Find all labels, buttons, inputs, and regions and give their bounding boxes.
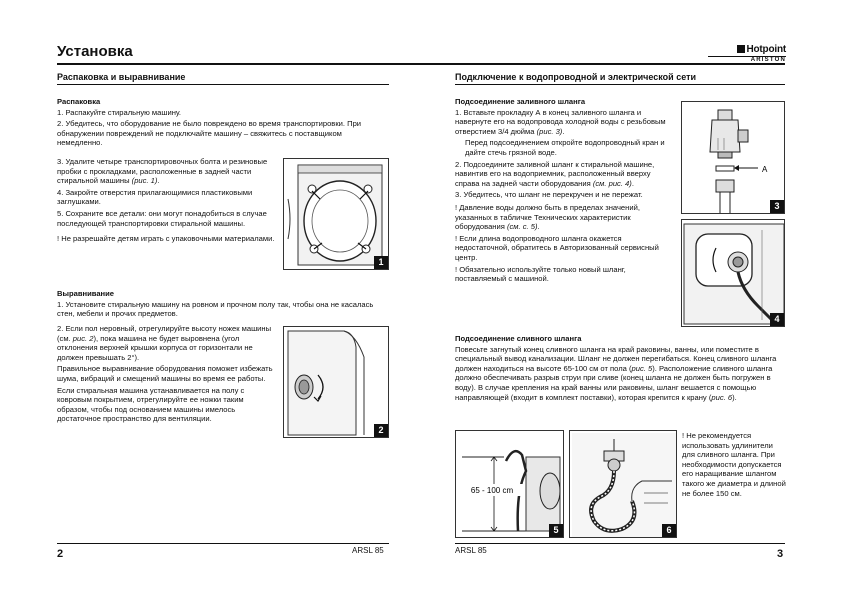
inlet-p3: 3. Убедитесь, что шланг не перекручен и не пережат. xyxy=(455,190,643,200)
page-title: Установка xyxy=(57,43,133,60)
model-left: ARSL 85 xyxy=(352,546,384,555)
leveling-title: Выравнивание xyxy=(57,289,115,298)
unpacking-warning: ! Не разрешайте детям играть с упаковочными материалами. xyxy=(57,234,275,244)
unpacking-block-2 xyxy=(57,157,277,246)
figure-2-number: 2 xyxy=(374,424,388,437)
drain-note: ! Не рекомендуется использовать удлинители для сливного шланга. При необходимости допускается его наращивание шлангом такого же диаметра и длиной не более 150 см. xyxy=(682,431,786,498)
figure-3-drawing xyxy=(682,102,785,214)
unpacking-p3: 3. Удалите четыре транспортировочных болта и резиновые пробки с прокладками, расположенные в задней части стиральной машины (рис. 1). xyxy=(57,157,268,186)
unpacking-title: Распаковка xyxy=(57,97,101,106)
page-number-left: 2 xyxy=(57,548,64,560)
left-footer-rule xyxy=(57,543,389,544)
figure-1-drawing xyxy=(284,159,389,270)
logo-sub: ARISTON xyxy=(708,56,786,63)
figure-2-drawing xyxy=(284,327,389,438)
inlet-title: Подсоединение заливного шланга xyxy=(455,97,586,106)
leveling-p4: Если стиральная машина устанавливается на полу с ковровым покрытием, отрегулируйте ее ножки таким образом, чтобы под основанием машины имелось достаточное пространство для вентиляции. xyxy=(57,385,245,424)
drain-title: Подсоединение сливного шланга xyxy=(455,334,582,343)
leveling-p3: Правильное выравнивание оборудования поможет избежать шума, вибраций и смещений машины во время ее работы. xyxy=(57,364,273,383)
drain-p1: Повесьте загнутый конец сливного шланга на край раковины, ванны, или поместите в специальный вывод канализации. Шланг не должен перегибаться. Конец сливного шланга должен находиться на высоте 65-100 см от пола (рис. 5). Расположение сливного шланга должно обеспечивать разрыв струи при сливе (конец шланга не должен быть погружен в воду). В случае крепления на край ванны или раковины, шланг вешается с помощью направляющей (входит в комплект поставки), которая крепится к крану (рис. 6). xyxy=(455,344,777,402)
unpacking-p4: 4. Закройте отверстия прилагающимися пластиковыми заглушками. xyxy=(57,187,253,207)
figure-4 xyxy=(681,219,785,327)
left-section-rule xyxy=(57,84,389,85)
left-section-title: Распаковка и выравнивание xyxy=(57,72,186,82)
figure-3-label: A xyxy=(762,165,768,174)
logo-brand: Hotpoint xyxy=(746,44,786,55)
inlet-p1c: Перед подсоединением откройте водопроводный кран и дайте стечь грязной воде. xyxy=(465,138,665,157)
unpacking-block xyxy=(57,92,387,150)
leveling-p2: 2. Если пол неровный, отрегулируйте высоту ножек машины (см. рис. 2), пока машина не будет выровнена (угол отклонения верхней крышки корпуса от горизонтали не должен превышать 2°). xyxy=(57,324,272,362)
figure-1 xyxy=(283,158,389,270)
figure-6 xyxy=(569,430,677,538)
right-footer-rule xyxy=(455,543,785,544)
figure-6-drawing xyxy=(570,431,677,538)
inlet-warning-2: ! Если длина водопроводного шланга окажется недостаточной, обратитесь в Авторизованный сервисный центр. xyxy=(455,233,659,262)
page-number-right: 3 xyxy=(777,548,784,560)
figure-5 xyxy=(455,430,564,538)
figure-5-number: 5 xyxy=(549,524,563,537)
unpacking-p2: 2. Убедитесь, что оборудование не было повреждено во время транспортировки. При обнаружении повреждений не подключайте машину – свяжитесь с поставщиком немедленно. xyxy=(57,119,362,148)
drain-block xyxy=(455,329,785,404)
brand-logo xyxy=(708,44,786,63)
figure-6-number: 6 xyxy=(662,524,676,537)
figure-3-number: 3 xyxy=(770,200,784,213)
header-rule xyxy=(57,63,785,65)
logo-mark-icon xyxy=(737,45,745,53)
inlet-block xyxy=(455,92,677,286)
leveling-block-2 xyxy=(57,324,274,426)
model-right: ARSL 85 xyxy=(455,546,487,555)
inlet-p1: 1. Вставьте прокладку А в конец заливного шланга и навернуте его на водопровода холодной воды с резьбовым отверстием 3/4 дюйма (рис. 3). xyxy=(455,107,666,136)
figure-2 xyxy=(283,326,389,438)
right-section-title: Подключение к водопроводной и электрической сети xyxy=(455,72,697,82)
inlet-p2: 2. Подсоедините заливной шланг к стиральной машине, навинтив его на водоприемник, расположенный вверху справа на задней части оборудования (см. рис. 4). xyxy=(455,159,655,188)
figure-3 xyxy=(681,101,785,214)
figure-5-label: 65 - 100 cm xyxy=(470,486,514,495)
figure-1-number: 1 xyxy=(374,256,388,269)
inlet-warning-3: ! Обязательно используйте только новый шланг, поставляемый с машиной. xyxy=(455,264,626,284)
leveling-p1: 1. Установите стиральную машину на ровном и прочном полу так, чтобы она не касалась стен, мебели и прочих предметов. xyxy=(57,299,374,319)
inlet-warning-1: ! Давление воды должно быть в пределах значений, указанных в табличке Технических характеристик оборудования (см. с. 5). xyxy=(455,202,640,232)
unpacking-p1: 1. Распакуйте стиральную машину. xyxy=(57,107,182,117)
drain-note-block xyxy=(682,431,786,500)
figure-4-number: 4 xyxy=(770,313,784,326)
figure-4-drawing xyxy=(682,220,785,327)
leveling-block xyxy=(57,284,387,321)
figure-5-drawing xyxy=(456,431,564,538)
right-section-rule xyxy=(455,84,785,85)
unpacking-p5: 5. Сохраните все детали: они могут понадобиться в случае последующей транспортировки стиральной машины. xyxy=(57,208,267,228)
